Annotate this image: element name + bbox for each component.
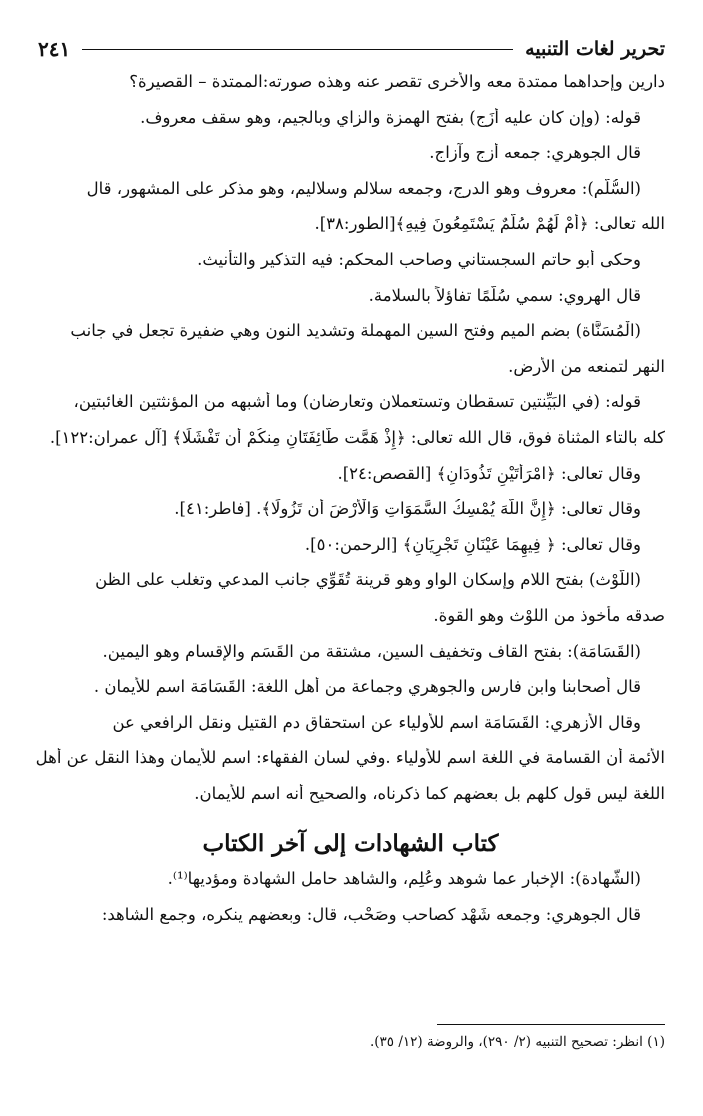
- page-number: ٢٤١: [38, 37, 71, 61]
- text-line: كله بالتاء المثناة فوق، قال الله تعالى: ﴿إِذْ هَمَّت طَّائِفَتَانِ مِنكُمْ أَن تَفْشَلَا﴾ [آل عمران:١٢٢].: [49, 427, 665, 447]
- text-line: (السُّلَّم): معروف وهو الدرج، وجمعه سلالم وسلاليم، وهو مذكر على المشهور، قال: [86, 178, 641, 198]
- text-line: وقال الأزهري: القَسَامَة اسم للأولياء عن استحقاق دم القتيل ونقل الرافعي عن: [112, 712, 641, 732]
- text-line: قوله: (في البَيِّنتين تسقطان وتستعملان وتعارضان) وما أشبهه من المؤنثتين الغائبتين،: [73, 392, 641, 412]
- text-line: قال الهروي: سمي سُلَّمًا تفاؤلاً بالسلامة.: [368, 285, 641, 305]
- text-line: وحكى أبو حاتم السجستاني وصاحب المحكم: فيه التذكير والتأنيث.: [197, 249, 641, 269]
- text-line: قال الجوهري: جمعه أزج وآزاج.: [429, 143, 641, 163]
- text-line: الله تعالى: ﴿أَمْ لَهُمْ سُلَّمٌ يَسْتَمِعُونَ فِيهِ﴾[الطور:٣٨].: [314, 214, 665, 234]
- text-line: (اللَّوْث) بفتح اللام وإسكان الواو وهو قرينة تُقَوِّي جانب المدعي وتغلب على الظن: [95, 570, 641, 590]
- text-line: (الْمُسَنَّاة) بضم الميم وفتح السين المهملة وتشديد النون وهي ضفيرة تجعل في جانب: [70, 321, 641, 341]
- text-line: وقال تعالى: ﴿إِنَّ اللَّهَ يُمْسِكُ السَّمَوَاتِ وَالْأَرْضَ أَن تَزُولَا﴾. [فاطر:٤١].: [174, 499, 641, 519]
- text-line: (الشَّهادة): الإخبار عما شوهد وعُلِم، والشاهد حامل الشهادة ومؤديها⁽¹⁾.: [167, 869, 641, 889]
- text-line: النهر لتمنعه من الأرض.: [508, 356, 665, 376]
- page-body: [36, 72, 665, 941]
- text-line: (القَسَامَة): بفتح القاف وتخفيف السين، مشتقة من القَسَم والإقسام وهو اليمين.: [102, 641, 641, 661]
- text-line: دارين وإحداهما ممتدة معه والأخرى تقصر عنه وهذه صورته:الممتدة – القصيرة؟: [129, 72, 665, 91]
- text-line: وقال تعالى: ﴿امْرَأَتَيْنِ تَذُودَانِ﴾ [القصص:٢٤].: [337, 463, 641, 483]
- section-heading: كتاب الشهادات إلى آخر الكتاب: [202, 830, 499, 858]
- footnote: (١) انظر: تصحيح التنبيه (٢/ ٢٩٠)، والروضة (١٢/ ٣٥).: [369, 1034, 665, 1050]
- text-line: قوله: (وإن كان عليه أزَج) بفتح الهمزة والزاي وبالجيم، وهو سقف معروف.: [140, 107, 641, 127]
- text-line: الأئمة أن القسامة في اللغة اسم للأولياء .وفي لسان الفقهاء: اسم للأيمان وهذا النقل عن أهل: [36, 748, 665, 768]
- footnote-rule: [437, 1024, 665, 1025]
- header-rule: [82, 49, 513, 50]
- running-head: [38, 34, 665, 64]
- running-title: تحرير لغات التنبيه: [525, 38, 665, 60]
- text-line: اللغة ليس قول كلهم بل بعضهم كما ذكرناه، والصحيح أنه اسم للأيمان.: [194, 783, 665, 803]
- text-line: قال الجوهري: وجمعه شَهْد كصاحب وصَحْب، قال: وبعضهم ينكره، وجمع الشاهد:: [101, 905, 641, 925]
- text-line: صدقه مأخوذ من اللوْث وهو القوة.: [433, 605, 665, 625]
- text-line: قال أصحابنا وابن فارس والجوهري وجماعة من أهل اللغة: القَسَامَة اسم للأيمان .: [93, 677, 641, 697]
- text-line: وقال تعالى: ﴿ فِيهِمَا عَيْنَانِ تَجْرِيَانِ﴾ [الرحمن:٥٠].: [304, 534, 641, 554]
